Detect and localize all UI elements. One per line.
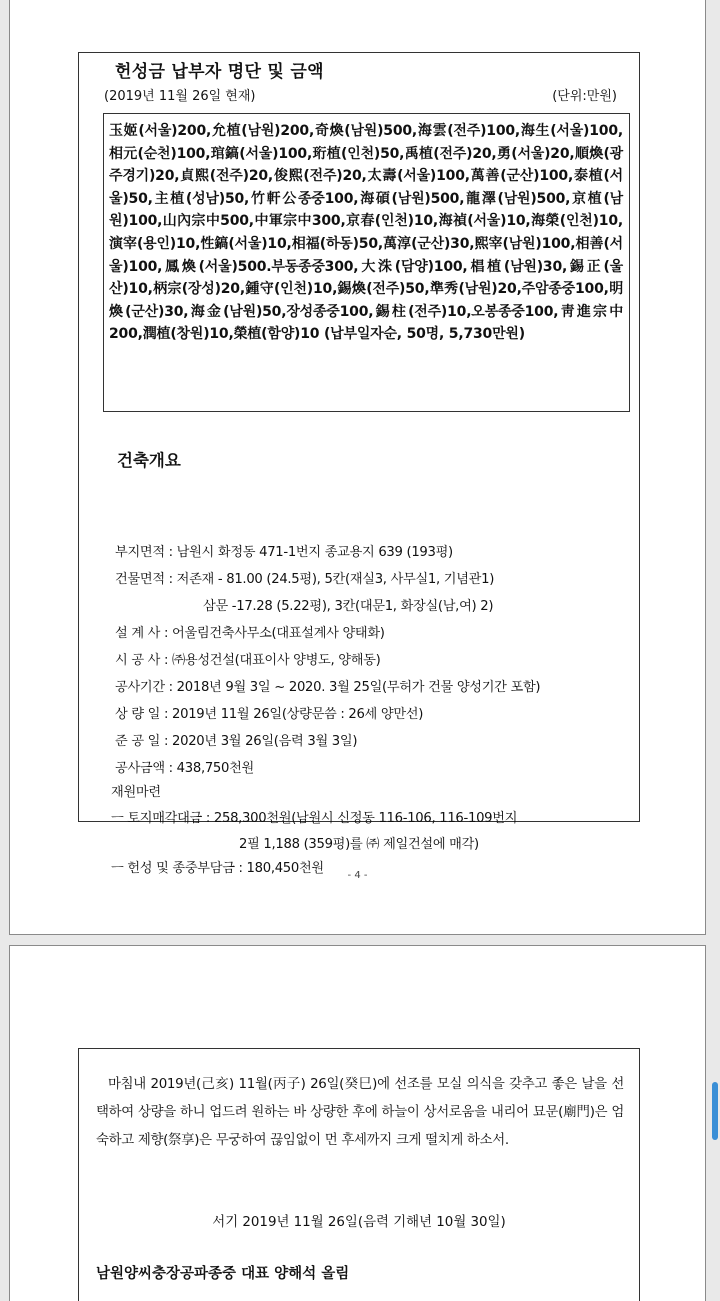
closing-paragraph xyxy=(96,1071,624,1155)
donor-list-title: 헌성금 납부자 명단 및 금액 xyxy=(115,62,324,82)
signer-line: 남원양씨충장공파종중 대표 양해석 올림 xyxy=(96,1266,350,1282)
overview-building-area-gate: 삼문 -17.28 (5.22평), 3칸(대문1, 화장실(남,여) 2) xyxy=(203,599,494,614)
page-number: - 4 - xyxy=(347,870,368,881)
construction-overview-title: 건축개요 xyxy=(117,451,181,470)
overview-land-sale: ㅡ 토지매각대금 : 258,300천원(남원시 신정동 116-106, 116-109번지 xyxy=(111,811,518,826)
overview-construction-cost: 공사금액 : 438,750천원 xyxy=(115,761,254,776)
signing-date: 서기 2019년 11월 26일(음력 기해년 10월 30일) xyxy=(212,1215,506,1230)
overview-funding: 재원마련 xyxy=(111,785,161,800)
scrollbar-thumb[interactable] xyxy=(712,1082,718,1140)
overview-building-area: 건물면적 : 저존재 - 81.00 (24.5평), 5칸(재실3, 사무실1, 기념관1) xyxy=(115,572,495,587)
unit-label: (단위:만원) xyxy=(552,89,617,104)
closing-frame xyxy=(78,1048,640,1301)
overview-land-sale-detail: 2필 1,188 (359평)를 ㈜ 제일건설에 매각) xyxy=(239,837,479,852)
closing-text: 마침내 2019년(己亥) 11월(丙子) 26일(癸巳)에 선조를 모실 의식을 갖추고 좋은 날을 선택하여 상량을 하니 업드려 원하는 바 상량한 후에 하늘이 상서로움을 내리어 묘문(廟門)은 엄숙하고 제향(祭享)은 무궁하여 끊임없이 먼 후세까지 크게 떨치게 하소서. xyxy=(96,1077,624,1148)
overview-completion-date: 준 공 일 : 2020년 3월 26일(음력 3월 3일) xyxy=(115,734,358,749)
donor-list-box: 玉姬(서울)200,允植(남원)200,奇煥(남원)500,海雲(전주)100,海生(서울)100,相元(순천)100,琯鎬(서울)100,珩植(인천)50,禹植(전주)20,勇(서울)20,順煥(광주경기)20,貞熙(전주)20,俊熙(전주)20,太壽(서울)100,萬善(군산)100,泰植(서울)50,主植(성남)50,竹軒公종중100,海碩(남원)500,龍澤(남원)500,京植(남원)100,山內宗中500,中軍宗中300,京春(인천)10,海禎(서울)10,海榮(인천)10,演宰(용인)10,性鎬(서울)10,相福(하동)50,萬淳(군산)30,熙宰(남원)100,相善(서울)100,鳳煥(서울)500.부동종중300,大洙(담양)100,椙植(남원)30,錫正(울산)10,柄宗(장성)20,鍾守(인천)10,錫煥(전주)50,準秀(남원)20,주암종중100,明煥(군산)30,海金(남원)50,장성종중100,錫柱(전주)10,오봉종중100,靑進宗中200,潤植(창원)10,榮植(함양)10 (납부일자순, 50명, 5,730만원) xyxy=(103,113,630,412)
as-of-date: (2019년 11월 26일 현재) xyxy=(104,89,256,104)
overview-ridge-date: 상 량 일 : 2019년 11월 26일(상량문씀 : 26세 양만선) xyxy=(115,707,424,722)
document-page-4 xyxy=(9,0,706,935)
overview-donation-share: ㅡ 헌성 및 종중부담금 : 180,450천원 xyxy=(111,861,324,876)
overview-construction-period: 공사기간 : 2018년 9월 3일 ~ 2020. 3월 25일(무허가 건물 양성기간 포함) xyxy=(115,680,541,695)
overview-designer: 설 계 사 : 어울림건축사무소(대표설계사 양태화) xyxy=(115,626,385,641)
overview-site-area: 부지면적 : 남원시 화정동 471-1번지 종교용지 639 (193평) xyxy=(115,545,453,560)
overview-contractor: 시 공 사 : ㈜용성건설(대표이사 양병도, 양해동) xyxy=(115,653,381,668)
content-frame xyxy=(78,52,640,876)
document-page-5 xyxy=(9,945,706,1301)
